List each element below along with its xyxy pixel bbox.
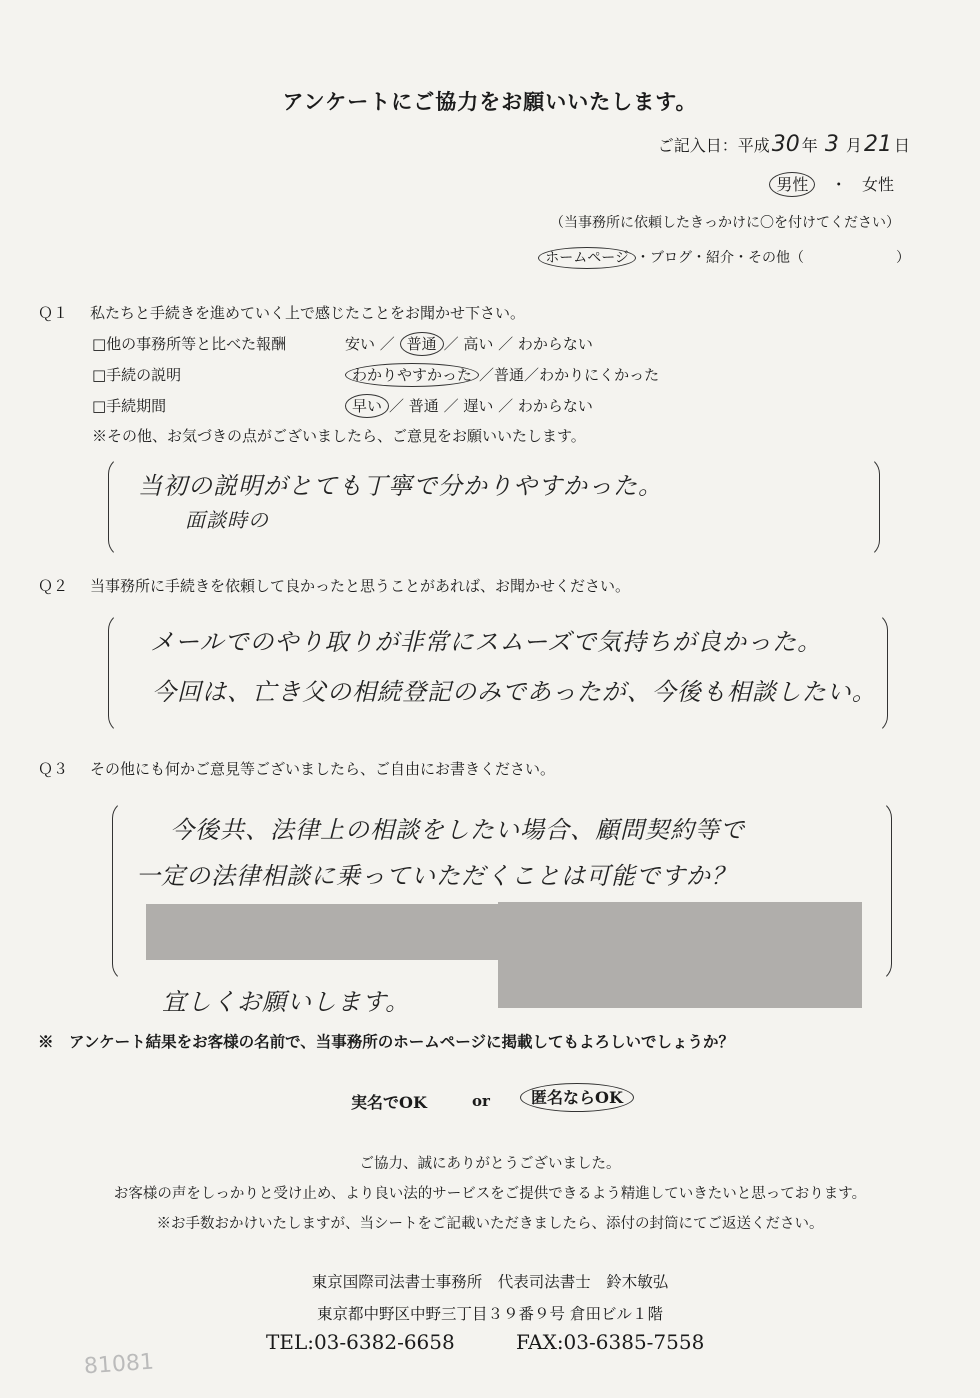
period-opt-normal[interactable]: 普通 (408, 397, 439, 415)
source-homepage-option[interactable]: ホームページ (538, 247, 636, 269)
q1-item-period-options: 早い ／ 普通 ／ 遅い ／ わからない (345, 395, 593, 416)
thanks-line-2: お客様の声をしっかりと受け止め、より良い法的サービスをご提供できるよう精進していきたいと思っております。 (113, 1186, 867, 1202)
q1-answer-line-2: 面談時の (185, 508, 269, 532)
redaction-block-left (146, 904, 502, 960)
publish-real-name-option[interactable]: 実名でOK (351, 1093, 427, 1112)
entry-date (658, 132, 910, 157)
thanks-line-1: ご協力、誠にありがとうございました。 (359, 1156, 621, 1172)
thanks-line-3: ※お手数おかけいたしますが、当シートをご記載いただきましたら、添付の封筒にてご返送ください。 (156, 1216, 824, 1232)
source-close-paren: ） (896, 250, 910, 266)
q2-answer-line-2: 今回は、亡き父の相続登記のみであったが、今後も相談したい。 (152, 678, 877, 706)
q1-label: Ｑ１ (38, 304, 69, 322)
redaction-block-right (498, 902, 862, 1008)
gender-choice (769, 172, 894, 195)
footer-fax: FAX:03-6385-7558 (516, 1330, 705, 1354)
explain-opt-normal[interactable]: 普通 (494, 366, 525, 384)
q1-item-explain-name: □手続の説明 (92, 366, 182, 384)
q1-item-fee-name: □他の事務所等と比べた報酬 (92, 335, 287, 353)
q3-text: その他にも何かご意見等ございましたら、ご自由にお書きください。 (90, 760, 556, 778)
q1-item-period-name: □手続期間 (92, 397, 167, 415)
source-note: （当事務所に依頼したきっかけに〇を付けてください） (550, 215, 900, 231)
publish-question: ※ アンケート結果をお客様の名前で、当事務所のホームページに掲載してもよろしいでしょうか？ (38, 1032, 734, 1051)
fee-opt-normal[interactable]: 普通 (400, 332, 444, 356)
fee-opt-unknown[interactable]: わからない (517, 335, 593, 353)
page-title: アンケートにご協力をお願いいたします。 (282, 89, 698, 114)
pencil-stamp-number: 81081 (83, 1349, 155, 1380)
footer-address: 東京都中野区中野三丁目３９番９号 倉田ビル１階 (317, 1305, 663, 1323)
gender-male-option[interactable]: 男性 (769, 172, 815, 197)
gender-female-option[interactable]: 女性 (861, 175, 894, 194)
q3-answer-line-1: 今後共、法律上の相談をしたい場合、顧問契約等で (170, 816, 745, 844)
entry-year: 30 (771, 132, 800, 157)
entry-year-unit: 年 (801, 136, 818, 155)
explain-opt-unclear[interactable]: わかりにくかった (539, 366, 660, 384)
fee-opt-high[interactable]: 高い (463, 335, 494, 353)
source-options (538, 247, 910, 267)
q1-answer-line-1: 当初の説明がとても丁寧で分かりやすかった。 (138, 472, 663, 500)
publish-anonymous-option[interactable]: 匿名ならOK (520, 1083, 634, 1112)
q3-label: Ｑ３ (38, 760, 69, 778)
period-opt-fast[interactable]: 早い (345, 394, 389, 418)
entry-day: 21 (863, 132, 892, 157)
q1-text: 私たちと手続きを進めていく上で感じたことをお聞かせ下さい。 (90, 304, 526, 322)
footer-tel: TEL:03-6382-6658 (266, 1330, 455, 1354)
q3-answer-line-3: 宜しくお願いします。 (162, 988, 411, 1016)
explain-opt-clear[interactable]: わかりやすかった (345, 363, 479, 387)
fee-opt-cheap[interactable]: 安い (345, 335, 376, 353)
entry-month: 3 (824, 132, 839, 157)
q2-text: 当事務所に手続きを依頼して良かったと思うことがあれば、お聞かせください。 (90, 577, 631, 595)
source-other-options[interactable]: ・ブログ・紹介・その他（ (636, 250, 804, 266)
publish-anonymous-option-wrap (520, 1085, 634, 1108)
period-opt-slow[interactable]: 遅い (463, 397, 494, 415)
period-opt-unknown[interactable]: わからない (517, 397, 593, 415)
q1-item-fee-options: 安い ／ 普通 ／ 高い ／ わからない (345, 333, 593, 354)
q2-answer-line-1: メールでのやり取りが非常にスムーズで気持ちが良かった。 (150, 628, 823, 656)
publish-or: or (472, 1092, 490, 1110)
footer-office: 東京国際司法書士事務所 代表司法書士 鈴木敏弘 (311, 1273, 669, 1291)
gender-separator: ・ (830, 175, 847, 194)
entry-day-unit: 日 (893, 136, 910, 155)
entry-month-unit: 月 (845, 136, 862, 155)
entry-date-label: ご記入日：平成 (657, 136, 770, 155)
q1-item-explain-options: わかりやすかった ／普通／わかりにくかった (345, 364, 659, 385)
q1-note: ※その他、お気づきの点がございましたら、ご意見をお願いいたします。 (92, 427, 586, 445)
q3-answer-line-2: 一定の法律相談に乗っていただくことは可能ですか？ (136, 862, 736, 890)
q2-label: Ｑ２ (38, 577, 69, 595)
